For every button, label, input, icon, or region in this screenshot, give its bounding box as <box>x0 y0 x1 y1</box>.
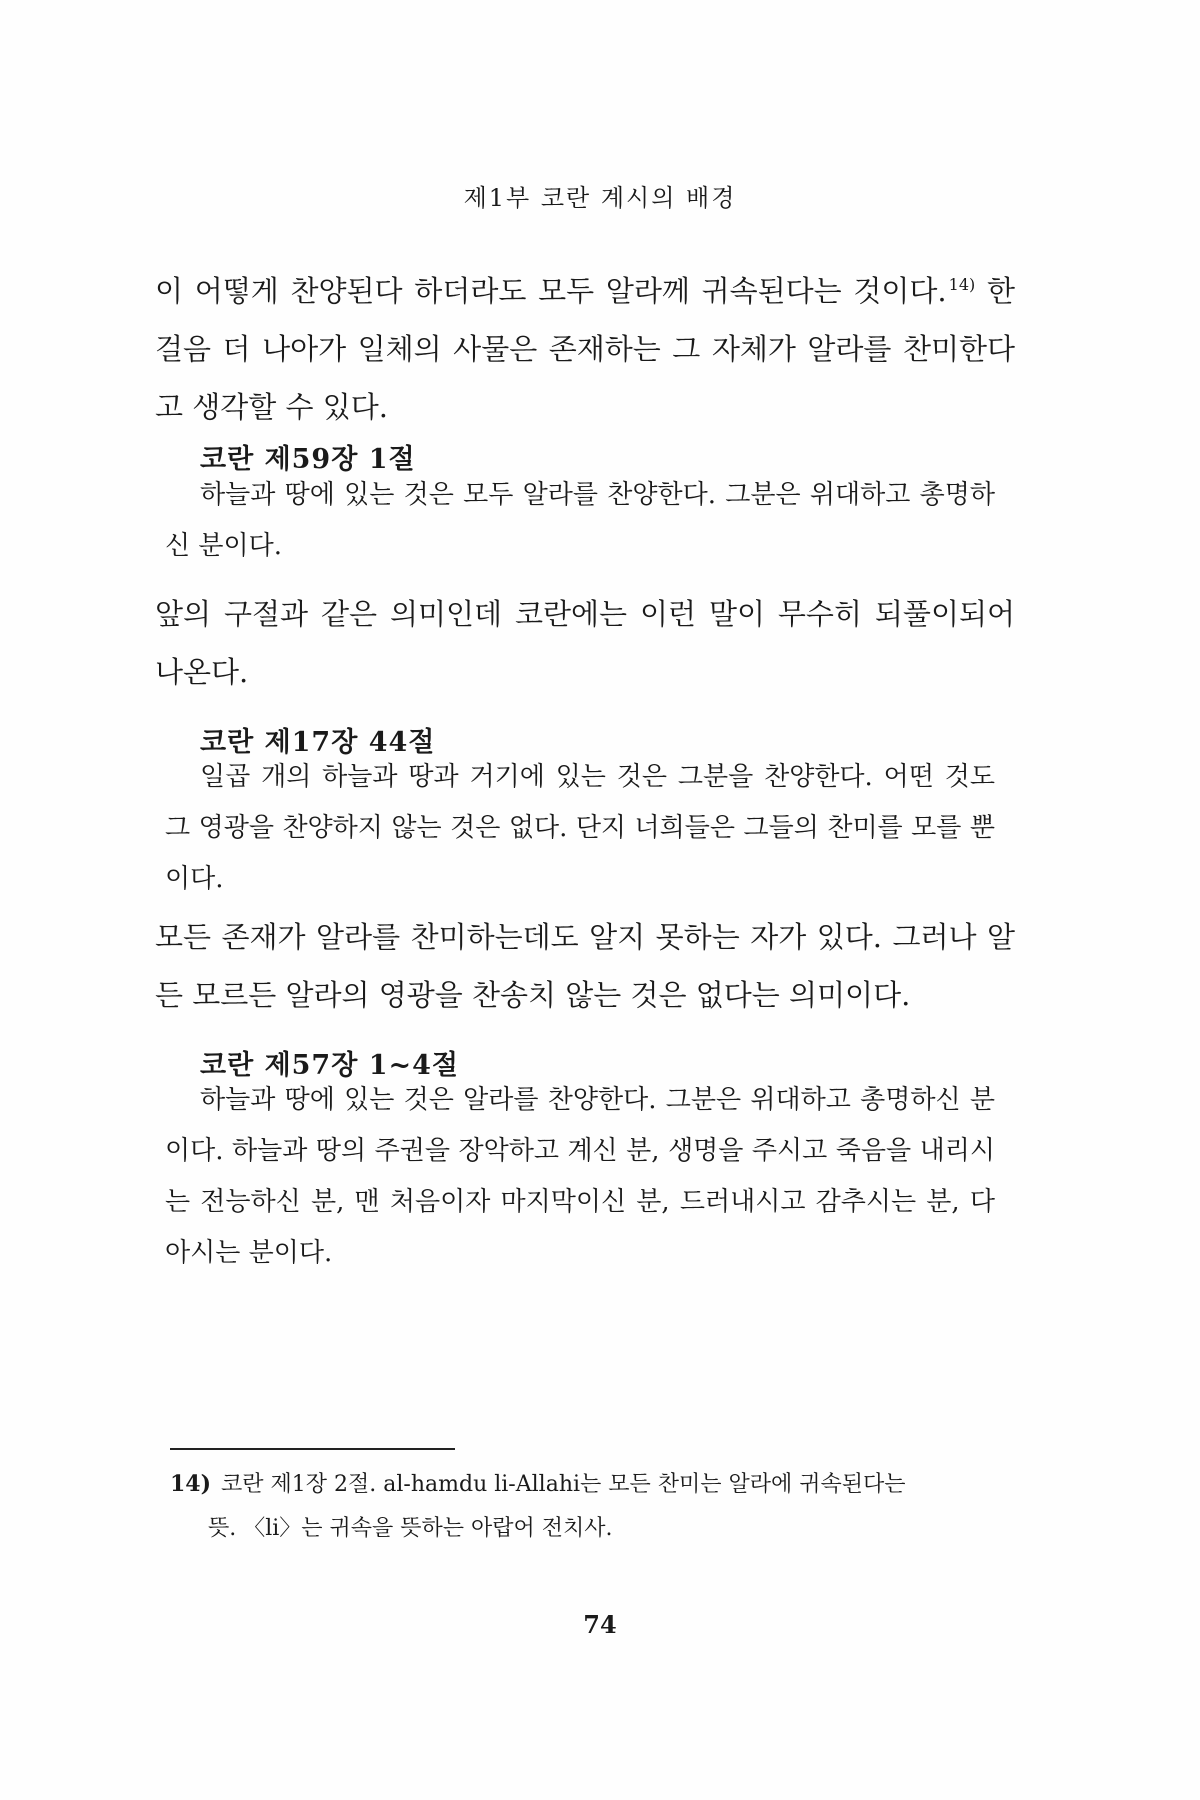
quote-heading-3: 코란 제57장 1~4절 <box>200 1050 459 1081</box>
footnote-reference: 14) <box>948 275 976 295</box>
quote-heading-2: 코란 제17장 44절 <box>200 727 436 758</box>
body-paragraph-2: 앞의 구절과 같은 의미인데 코란에는 이런 말이 무수히 되풀이되어 나온다. <box>155 597 1015 689</box>
quote-text-2: 일곱 개의 하늘과 땅과 거기에 있는 것은 그분을 찬양한다. 어떤 것도 그 영광을 찬양하지 않는 것은 없다. 단지 너희들은 그들의 찬미를 모를 뿐이다. <box>165 762 995 894</box>
paragraph-1-continuation: 한 걸음 더 나아가 일체의 사물은 존재하는 그 자체가 알라를 찬미한다고 생각할 수 있다. <box>155 274 1015 424</box>
footnote-divider <box>170 1448 455 1450</box>
footnote-line-2: 뜻. 〈li〉는 귀속을 뜻하는 아랍어 전치사. <box>208 1516 613 1541</box>
footnote-number: 14) <box>170 1471 212 1497</box>
running-header: 제1부 코란 계시의 배경 <box>463 184 737 212</box>
body-paragraph-3: 모든 존재가 알라를 찬미하는데도 알지 못하는 자가 있다. 그러나 알든 모르든 알라의 영광을 찬송치 않는 것은 없다는 의미이다. <box>155 920 1015 1012</box>
body-paragraph-1 <box>155 262 1015 436</box>
quote-text-3: 하늘과 땅에 있는 것은 알라를 찬양한다. 그분은 위대하고 총명하신 분이다. 하늘과 땅의 주권을 장악하고 계신 분, 생명을 주시고 죽음을 내리시는 전능하신 분, 맨 처음이자 마지막이신 분, 드러내시고 감추시는 분, 다 아시는 분이다. <box>165 1085 995 1268</box>
footnote <box>170 1462 1030 1551</box>
paragraph-1-text: 이 어떻게 찬양된다 하더라도 모두 알라께 귀속된다는 것이다. <box>155 274 947 308</box>
page-number: 74 <box>583 1610 617 1639</box>
quote-heading-1: 코란 제59장 1절 <box>200 444 416 475</box>
footnote-line-1: 코란 제1장 2절. al-hamdu li-Allahi는 모든 찬미는 알라에 귀속된다는 <box>221 1472 906 1497</box>
quote-text-1: 하늘과 땅에 있는 것은 모두 알라를 찬양한다. 그분은 위대하고 총명하신 분이다. <box>165 480 995 561</box>
